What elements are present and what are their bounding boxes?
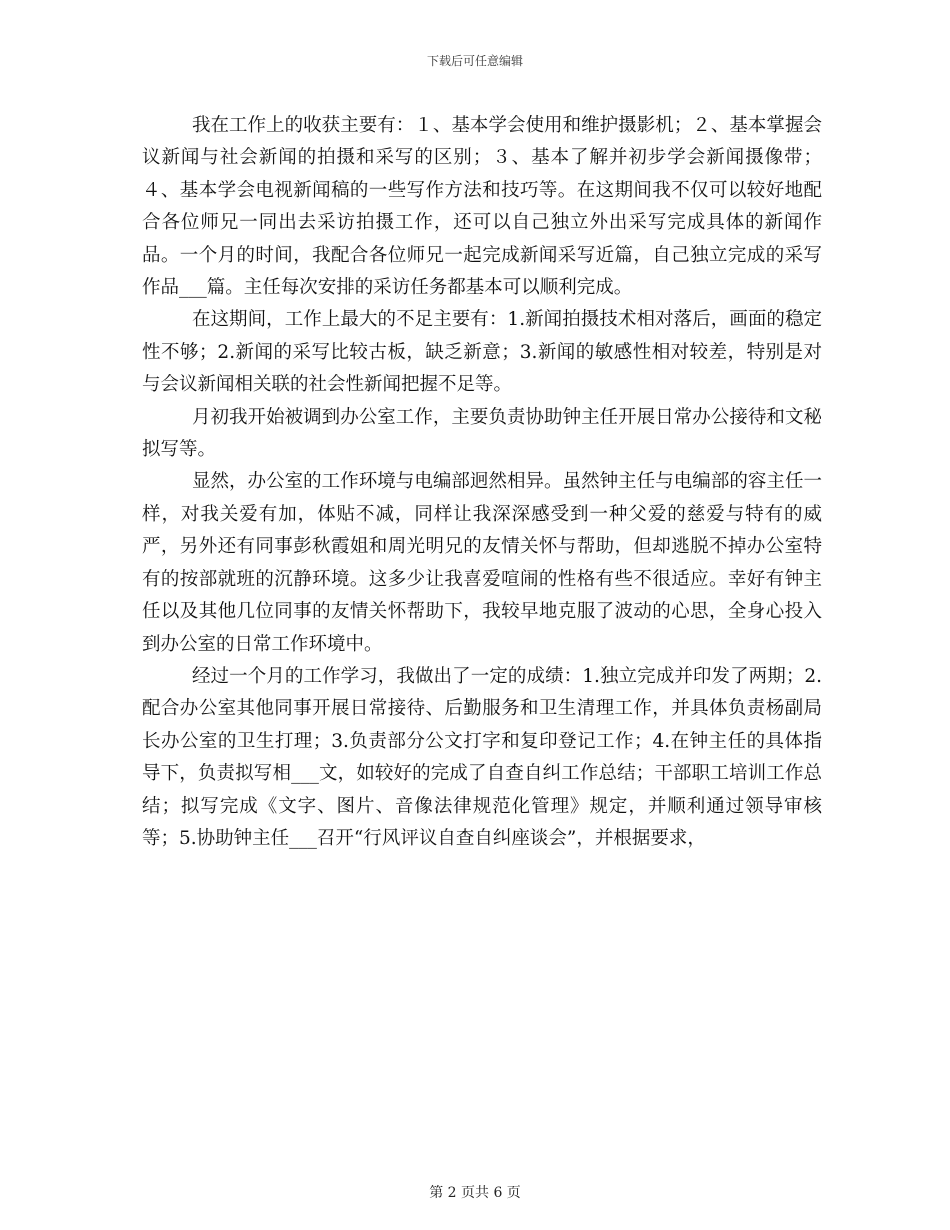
paragraph-2: 在这期间，工作上最大的不足主要有：1.新闻拍摄技术相对落后，画面的稳定性不够；2.新闻的采写比较古板，缺乏新意；3.新闻的敏感性相对较差，特别是对与会议新闻相关联的社会性新闻把握不足等。 [142,309,822,396]
paragraph-1: 我在工作上的收获主要有：１、基本学会使用和维护摄影机；２、基本掌握会议新闻与社会新闻的拍摄和采写的区别；３、基本了解并初步学会新闻摄像带；４、基本学会电视新闻稿的一些写作方法和技巧等。在这期间我不仅可以较好地配合各位师兄一同出去采访拍摄工作，还可以自己独立外出采写完成具体的新闻作品。一个月的时间，我配合各位师兄一起完成新闻采写近篇，自己独立完成的采写作品___篇。主任每次安排的采访任务都基本可以顺利完成。 [142,115,822,299]
body-text [142,110,822,855]
paragraph-3: 月初我开始被调到办公室工作，主要负责协助钟主任开展日常办公接待和文秘拟写等。 [142,406,822,461]
paragraph-4: 显然，办公室的工作环境与电编部迥然相异。虽然钟主任与电编部的容主任一样，对我关爱有加，体贴不减，同样让我深深感受到一种父爱的慈爱与特有的威严，另外还有同事彭秋霞姐和周光明兄的友情关怀与帮助，但却逃脱不掉办公室特有的按部就班的沉静环境。这多少让我喜爱喧闹的性格有些不很适应。幸好有钟主任以及其他几位同事的友情关怀帮助下，我较早地克服了波动的心思，全身心投入到办公室的日常工作环境中。 [142,471,822,655]
page-header: 下载后可任意编辑 [426,54,523,68]
paragraph-5: 经过一个月的工作学习，我做出了一定的成绩：1.独立完成并印发了两期；2.配合办公室其他同事开展日常接待、后勤服务和卫生清理工作，并具体负责杨副局长办公室的卫生打理；3.负责部分公文打字和复印登记工作；4.在钟主任的具体指导下，负责拟写相___文，如较好的完成了自查自纠工作总结；干部职工培训工作总结；拟写完成《文字、图片、音像法律规范化管理》规定，并顺利通过领导审核等；5.协助钟主任___召开“行风评议自查自纠座谈会”，并根据要求， [142,665,822,849]
page-footer: 第 2 页共 6 页 [429,1185,521,1201]
